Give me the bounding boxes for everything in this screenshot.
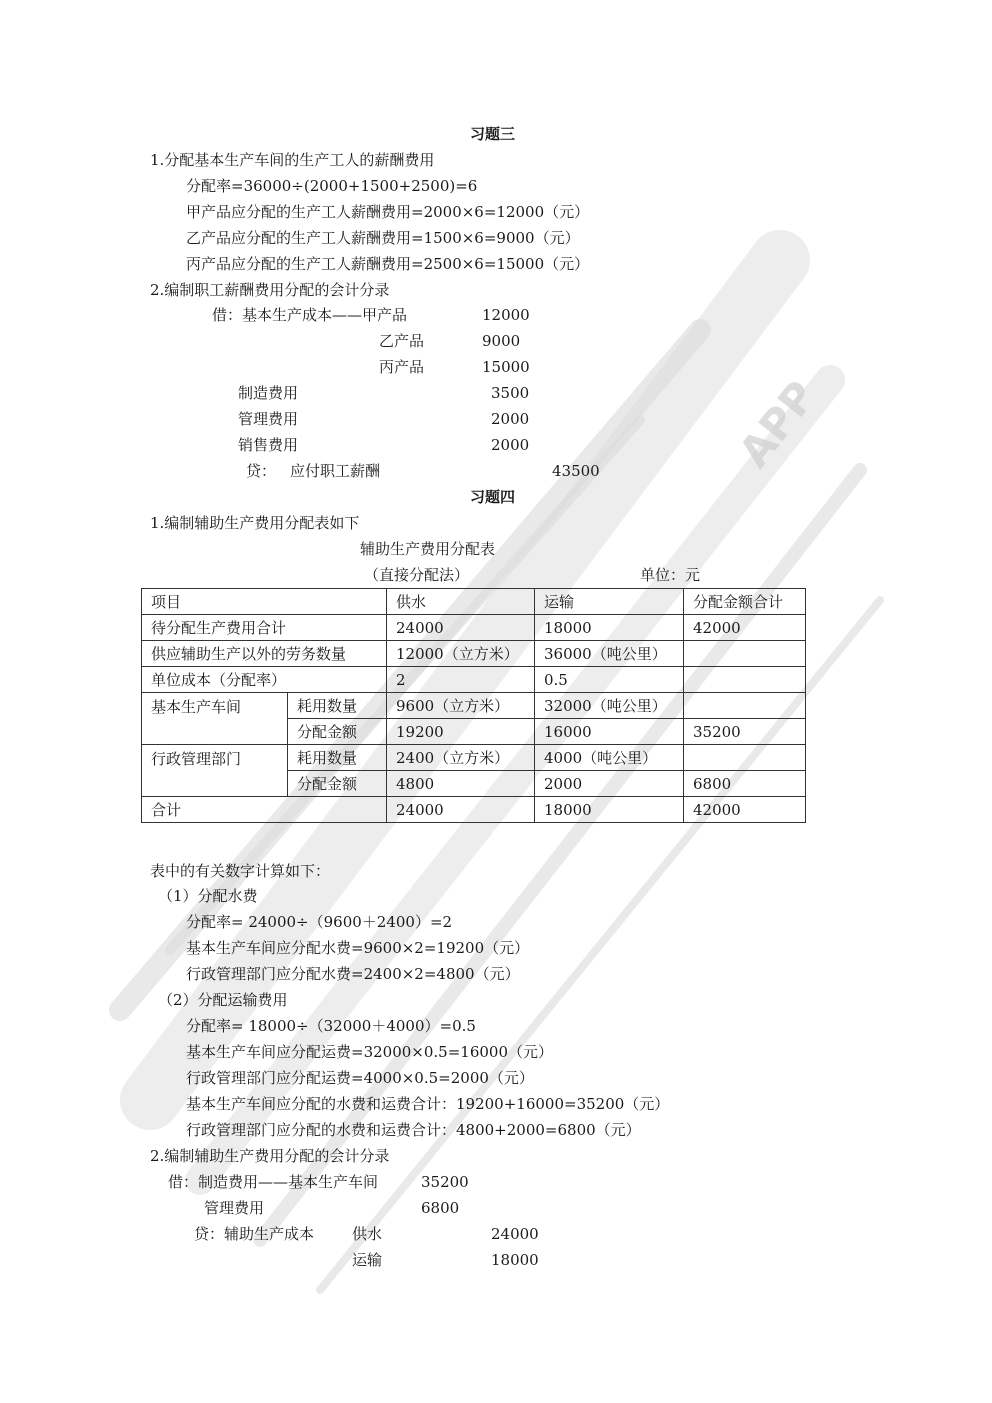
header-water: 供水 xyxy=(387,589,535,615)
ex3-entry-guanli-label: 管理费用 xyxy=(238,410,299,428)
table-subtitle: （直接分配法） xyxy=(364,566,470,584)
cell-water: 24000 xyxy=(387,615,535,641)
table-header-row xyxy=(142,589,806,615)
ex3-entry-xiaoshou-amount: 2000 xyxy=(491,436,530,454)
cell-transport: 36000（吨公里） xyxy=(535,641,684,667)
cell-water: 2400（立方米） xyxy=(387,745,535,771)
row-label: 待分配生产费用合计 xyxy=(142,615,387,641)
cell-transport: 2000 xyxy=(535,771,684,797)
sum-basic: 基本生产车间应分配的水费和运费合计：19200+16000=35200（元） xyxy=(186,1095,670,1113)
table-unit: 单位：元 xyxy=(640,566,701,584)
ex3-entry-zhizao-amount: 3500 xyxy=(491,384,530,402)
ex4-entry-transport-amount: 18000 xyxy=(491,1251,539,1269)
cell-total: 6800 xyxy=(684,771,806,797)
sub-label: 分配金额 xyxy=(288,719,387,745)
cell-water: 24000 xyxy=(387,797,535,823)
row-label: 合计 xyxy=(142,797,387,823)
cell-total: 42000 xyxy=(684,615,806,641)
water-heading: （1）分配水费 xyxy=(158,887,258,905)
ex3-entry-zhizao-label: 制造费用 xyxy=(238,384,299,402)
exercise-3-title: 习题三 xyxy=(470,125,516,143)
ex3-entry-guanli-amount: 2000 xyxy=(491,410,530,428)
table-title: 辅助生产费用分配表 xyxy=(360,540,496,558)
header-transport: 运输 xyxy=(535,589,684,615)
ex4-entry-transport-label: 运输 xyxy=(352,1251,383,1269)
cell-total: 35200 xyxy=(684,719,806,745)
sub-label: 分配金额 xyxy=(288,771,387,797)
table-row xyxy=(142,797,806,823)
ex3-entry-xiaoshou-label: 销售费用 xyxy=(238,436,299,454)
water-rate: 分配率= 24000÷（9600＋2400）=2 xyxy=(186,913,453,931)
ex4-entry-water-label: 供水 xyxy=(352,1225,383,1243)
ex4-entry-water-amount: 24000 xyxy=(491,1225,539,1243)
ex3-entry-debit-line: 借：基本生产成本——甲产品 xyxy=(212,306,408,324)
ex4-entry-credit-line: 贷：辅助生产成本 xyxy=(194,1225,315,1243)
ex3-entry-bing-label: 丙产品 xyxy=(379,358,425,376)
cell-total xyxy=(684,641,806,667)
transport-heading: （2）分配运输费用 xyxy=(158,991,288,1009)
allocation-table xyxy=(141,588,806,823)
sub-label: 耗用数量 xyxy=(288,745,387,771)
table-row xyxy=(142,615,806,641)
cell-water: 2 xyxy=(387,667,535,693)
cell-transport: 0.5 xyxy=(535,667,684,693)
cell-total: 42000 xyxy=(684,797,806,823)
cell-total xyxy=(684,667,806,693)
ex4-entry-debit-line: 借：制造费用——基本生产车间 xyxy=(168,1173,379,1191)
ex3-entry-yi-amount: 9000 xyxy=(482,332,521,350)
transport-rate: 分配率= 18000÷（32000＋4000）=0.5 xyxy=(186,1017,476,1035)
group-admin-dept: 行政管理部门 xyxy=(142,745,288,797)
calc-intro: 表中的有关数字计算如下： xyxy=(150,862,331,880)
ex3-jia-calc: 甲产品应分配的生产工人薪酬费用=2000×6=12000（元） xyxy=(186,203,590,221)
row-label: 供应辅助生产以外的劳务数量 xyxy=(142,641,387,667)
row-label: 单位成本（分配率） xyxy=(142,667,387,693)
cell-transport: 4000（吨公里） xyxy=(535,745,684,771)
ex3-section1-heading: 1.分配基本生产车间的生产工人的薪酬费用 xyxy=(150,151,435,169)
water-basic: 基本生产车间应分配水费=9600×2=19200（元） xyxy=(186,939,530,957)
ex3-entry-credit-prefix: 贷： xyxy=(246,462,277,480)
cell-water: 19200 xyxy=(387,719,535,745)
ex3-entry-credit-label: 应付职工薪酬 xyxy=(290,462,381,480)
cell-total xyxy=(684,745,806,771)
cell-transport: 18000 xyxy=(535,615,684,641)
table-row xyxy=(142,641,806,667)
ex4-section1-heading: 1.编制辅助生产费用分配表如下 xyxy=(150,514,360,532)
watermark-logo-text: APP xyxy=(729,371,826,477)
ex3-entry-jia-amount: 12000 xyxy=(482,306,530,324)
ex3-rate-formula: 分配率=36000÷(2000+1500+2500)=6 xyxy=(186,177,478,195)
header-total: 分配金额合计 xyxy=(684,589,806,615)
table-row xyxy=(142,745,806,771)
ex3-entry-bing-amount: 15000 xyxy=(482,358,530,376)
water-admin: 行政管理部门应分配水费=2400×2=4800（元） xyxy=(186,965,520,983)
ex4-section2-heading: 2.编制辅助生产费用分配的会计分录 xyxy=(150,1147,390,1165)
table-row xyxy=(142,693,806,719)
cell-water: 4800 xyxy=(387,771,535,797)
exercise-4-title: 习题四 xyxy=(470,488,516,506)
transport-admin: 行政管理部门应分配运费=4000×0.5=2000（元） xyxy=(186,1069,534,1087)
cell-water: 9600（立方米） xyxy=(387,693,535,719)
sub-label: 耗用数量 xyxy=(288,693,387,719)
ex3-entry-yi-label: 乙产品 xyxy=(379,332,425,350)
cell-transport: 18000 xyxy=(535,797,684,823)
cell-water: 12000（立方米） xyxy=(387,641,535,667)
ex4-entry-debit-amount: 35200 xyxy=(421,1173,469,1191)
cell-transport: 32000（吨公里） xyxy=(535,693,684,719)
ex3-entry-credit-amount: 43500 xyxy=(552,462,600,480)
cell-total xyxy=(684,693,806,719)
table-row xyxy=(142,667,806,693)
group-basic-workshop: 基本生产车间 xyxy=(142,693,288,745)
ex3-section2-heading: 2.编制职工薪酬费用分配的会计分录 xyxy=(150,281,390,299)
ex3-yi-calc: 乙产品应分配的生产工人薪酬费用=1500×6=9000（元） xyxy=(186,229,580,247)
ex4-entry-guanli-amount: 6800 xyxy=(421,1199,460,1217)
ex3-bing-calc: 丙产品应分配的生产工人薪酬费用=2500×6=15000（元） xyxy=(186,255,590,273)
ex4-entry-guanli-label: 管理费用 xyxy=(204,1199,265,1217)
cell-transport: 16000 xyxy=(535,719,684,745)
sum-admin: 行政管理部门应分配的水费和运费合计：4800+2000=6800（元） xyxy=(186,1121,641,1139)
transport-basic: 基本生产车间应分配运费=32000×0.5=16000（元） xyxy=(186,1043,553,1061)
header-item: 项目 xyxy=(142,589,387,615)
